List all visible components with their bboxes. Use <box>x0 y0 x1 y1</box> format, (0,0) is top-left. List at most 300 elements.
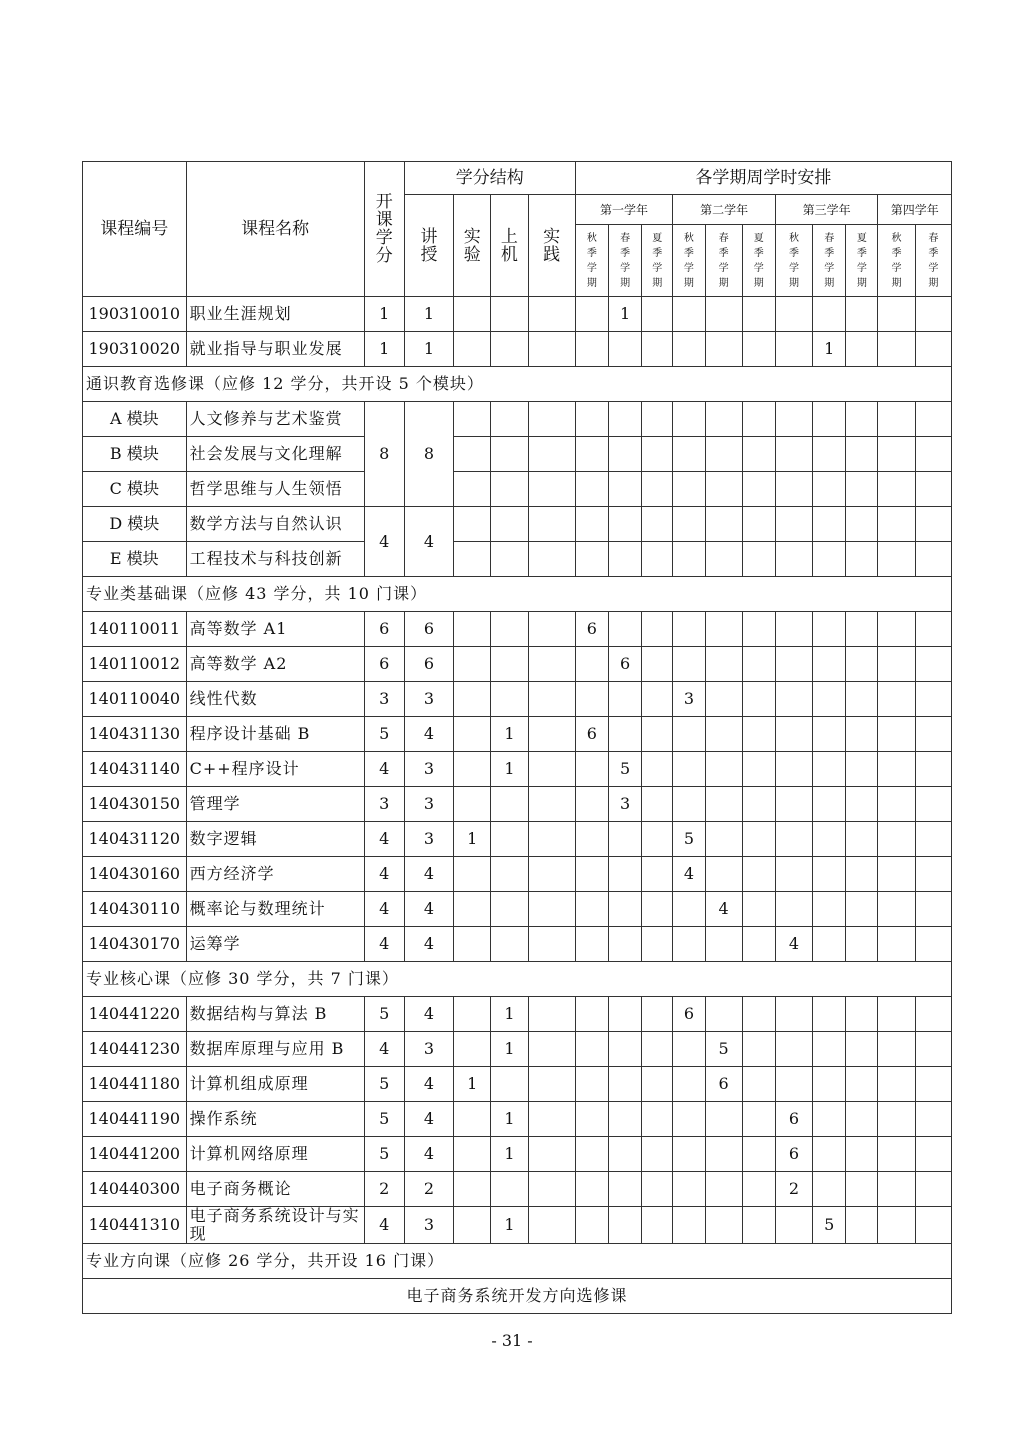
section-row <box>83 1244 952 1279</box>
semester-hours <box>878 997 915 1032</box>
semester-hours <box>575 647 608 682</box>
semester-hours <box>742 1172 775 1207</box>
header-lecture: 讲授 <box>404 195 453 297</box>
semester-hours <box>705 297 742 332</box>
semester-hours <box>915 927 951 962</box>
lecture-credits: 4 <box>404 1137 453 1172</box>
empty-cell <box>878 507 915 542</box>
semester-hours <box>575 997 608 1032</box>
lecture-credits: 1 <box>404 297 453 332</box>
semester-hours <box>642 297 673 332</box>
practice-credits <box>528 892 575 927</box>
empty-cell <box>454 542 491 577</box>
semester-hours <box>575 1207 608 1244</box>
semester-hours <box>608 1102 641 1137</box>
course-name: 电子商务系统设计与实现 <box>186 1207 364 1244</box>
semester-hours <box>846 1172 878 1207</box>
semester-hours <box>775 717 812 752</box>
semester-hours <box>705 787 742 822</box>
lecture-credits: 4 <box>404 857 453 892</box>
semester-hours <box>673 752 705 787</box>
course-code: 140440300 <box>83 1172 187 1207</box>
section-row <box>83 577 952 612</box>
table-row <box>83 542 952 577</box>
semester-hours <box>705 927 742 962</box>
header-year-4: 第四学年 <box>878 195 952 225</box>
semester-hours <box>846 647 878 682</box>
semester-hours <box>915 612 951 647</box>
empty-cell <box>705 472 742 507</box>
empty-cell <box>915 507 951 542</box>
practice-credits <box>528 997 575 1032</box>
empty-cell <box>813 402 846 437</box>
lecture-credits: 3 <box>404 787 453 822</box>
practice-credits <box>528 1172 575 1207</box>
empty-cell <box>673 542 705 577</box>
experiment-credits <box>454 857 491 892</box>
semester-hours <box>813 1137 846 1172</box>
semester-hours <box>642 612 673 647</box>
semester-hours <box>642 997 673 1032</box>
course-code: 140430110 <box>83 892 187 927</box>
practice-credits <box>528 297 575 332</box>
semester-hours <box>915 752 951 787</box>
semester-hours <box>608 612 641 647</box>
semester-hours: 6 <box>705 1067 742 1102</box>
semester-hours <box>878 682 915 717</box>
credits: 5 <box>364 1067 404 1102</box>
semester-hours <box>608 1032 641 1067</box>
computer-credits <box>491 647 528 682</box>
semester-hours <box>673 612 705 647</box>
semester-hours <box>846 997 878 1032</box>
semester-hours <box>742 332 775 367</box>
course-name: 高等数学 A2 <box>186 647 364 682</box>
header-semester: 春季学期 <box>813 225 846 297</box>
lecture-credits: 4 <box>404 892 453 927</box>
semester-hours <box>813 1102 846 1137</box>
semester-hours <box>673 1067 705 1102</box>
semester-hours <box>673 332 705 367</box>
table-row <box>83 297 952 332</box>
semester-hours: 5 <box>705 1032 742 1067</box>
course-name: 社会发展与文化理解 <box>186 437 364 472</box>
semester-hours <box>742 997 775 1032</box>
header-semester: 秋季学期 <box>775 225 812 297</box>
semester-hours <box>705 682 742 717</box>
empty-cell <box>454 507 491 542</box>
header-semester: 夏季学期 <box>846 225 878 297</box>
lecture-credits: 6 <box>404 647 453 682</box>
table-row <box>83 507 952 542</box>
semester-hours: 3 <box>673 682 705 717</box>
table-row <box>83 332 952 367</box>
empty-cell <box>491 437 528 472</box>
practice-credits <box>528 822 575 857</box>
semester-hours <box>775 822 812 857</box>
semester-hours: 6 <box>775 1102 812 1137</box>
header-semester: 夏季学期 <box>742 225 775 297</box>
table-row <box>83 1137 952 1172</box>
experiment-credits <box>454 612 491 647</box>
course-code: 140110012 <box>83 647 187 682</box>
empty-cell <box>878 472 915 507</box>
empty-cell <box>775 437 812 472</box>
empty-cell <box>846 507 878 542</box>
empty-cell <box>491 472 528 507</box>
course-name: 操作系统 <box>186 1102 364 1137</box>
semester-hours <box>813 647 846 682</box>
semester-hours <box>608 822 641 857</box>
semester-hours <box>775 752 812 787</box>
course-code: 140430170 <box>83 927 187 962</box>
semester-hours <box>608 682 641 717</box>
semester-hours <box>878 752 915 787</box>
semester-hours <box>775 647 812 682</box>
empty-cell <box>454 472 491 507</box>
semester-hours: 6 <box>575 717 608 752</box>
computer-credits <box>491 822 528 857</box>
semester-hours <box>878 1102 915 1137</box>
semester-hours: 6 <box>673 997 705 1032</box>
table-row <box>83 997 952 1032</box>
empty-cell <box>742 542 775 577</box>
semester-hours <box>878 1137 915 1172</box>
semester-hours <box>775 1032 812 1067</box>
table-row <box>83 717 952 752</box>
semester-hours <box>915 1172 951 1207</box>
credits: 4 <box>364 927 404 962</box>
semester-hours <box>642 647 673 682</box>
semester-hours: 4 <box>775 927 812 962</box>
semester-hours <box>575 1102 608 1137</box>
credits: 4 <box>364 857 404 892</box>
computer-credits: 1 <box>491 1207 528 1244</box>
semester-hours <box>673 892 705 927</box>
empty-cell <box>915 542 951 577</box>
empty-cell <box>775 542 812 577</box>
semester-hours <box>878 1067 915 1102</box>
experiment-credits <box>454 787 491 822</box>
computer-credits: 1 <box>491 717 528 752</box>
semester-hours <box>813 787 846 822</box>
header-computer: 上机 <box>491 195 528 297</box>
computer-credits <box>491 1172 528 1207</box>
experiment-credits <box>454 647 491 682</box>
credits: 6 <box>364 647 404 682</box>
semester-hours <box>742 612 775 647</box>
header-course-code: 课程编号 <box>83 162 187 297</box>
course-code: 140441180 <box>83 1067 187 1102</box>
semester-hours <box>608 332 641 367</box>
credits: 4 <box>364 892 404 927</box>
semester-hours <box>705 857 742 892</box>
lecture-credits: 3 <box>404 822 453 857</box>
table-row <box>83 402 952 437</box>
table-row <box>83 1032 952 1067</box>
practice-credits <box>528 1207 575 1244</box>
experiment-credits <box>454 927 491 962</box>
lecture-credits: 4 <box>404 927 453 962</box>
practice-credits <box>528 647 575 682</box>
course-name: C++程序设计 <box>186 752 364 787</box>
semester-hours <box>846 752 878 787</box>
semester-hours <box>813 297 846 332</box>
computer-credits <box>491 892 528 927</box>
header-year-3: 第三学年 <box>775 195 878 225</box>
semester-hours <box>742 857 775 892</box>
semester-hours <box>742 1137 775 1172</box>
course-code: 140431120 <box>83 822 187 857</box>
empty-cell <box>742 507 775 542</box>
semester-hours <box>608 857 641 892</box>
practice-credits <box>528 787 575 822</box>
semester-hours <box>705 717 742 752</box>
semester-hours <box>705 1172 742 1207</box>
semester-hours <box>915 1137 951 1172</box>
lecture-credits: 3 <box>404 1207 453 1244</box>
semester-hours <box>705 822 742 857</box>
semester-hours <box>742 927 775 962</box>
semester-hours <box>813 822 846 857</box>
semester-hours <box>742 717 775 752</box>
empty-cell <box>575 542 608 577</box>
experiment-credits <box>454 297 491 332</box>
semester-hours <box>575 332 608 367</box>
semester-hours <box>878 332 915 367</box>
semester-hours <box>608 1172 641 1207</box>
semester-hours <box>742 682 775 717</box>
section-heading: 专业核心课（应修 30 学分，共 7 门课） <box>83 962 952 997</box>
computer-credits <box>491 857 528 892</box>
semester-hours <box>775 787 812 822</box>
course-code: A 模块 <box>83 402 187 437</box>
empty-cell <box>775 472 812 507</box>
course-code: 140441200 <box>83 1137 187 1172</box>
semester-hours: 6 <box>775 1137 812 1172</box>
semester-hours <box>846 612 878 647</box>
semester-hours <box>608 1067 641 1102</box>
semester-hours <box>705 332 742 367</box>
credits: 1 <box>364 332 404 367</box>
header-semester: 秋季学期 <box>878 225 915 297</box>
course-name: 哲学思维与人生领悟 <box>186 472 364 507</box>
experiment-credits <box>454 1207 491 1244</box>
semester-hours: 1 <box>813 332 846 367</box>
credits: 2 <box>364 1172 404 1207</box>
credits: 3 <box>364 787 404 822</box>
course-name: 运筹学 <box>186 927 364 962</box>
empty-cell <box>742 437 775 472</box>
empty-cell <box>608 507 641 542</box>
course-code: 140441220 <box>83 997 187 1032</box>
section-row <box>83 962 952 997</box>
semester-hours <box>775 682 812 717</box>
header-experiment: 实验 <box>454 195 491 297</box>
course-code: 140110011 <box>83 612 187 647</box>
credits: 4 <box>364 1207 404 1244</box>
semester-hours <box>742 787 775 822</box>
course-name: 概率论与数理统计 <box>186 892 364 927</box>
experiment-credits <box>454 1102 491 1137</box>
table-row <box>83 647 952 682</box>
semester-hours <box>846 332 878 367</box>
practice-credits <box>528 1102 575 1137</box>
semester-hours <box>705 1102 742 1137</box>
semester-hours <box>705 647 742 682</box>
empty-cell <box>813 542 846 577</box>
section-heading: 通识教育选修课（应修 12 学分，共开设 5 个模块） <box>83 367 952 402</box>
header-year-1: 第一学年 <box>575 195 673 225</box>
semester-hours <box>673 1102 705 1137</box>
semester-hours <box>915 997 951 1032</box>
table-row <box>83 612 952 647</box>
course-name: 人文修养与艺术鉴赏 <box>186 402 364 437</box>
course-code: 140430150 <box>83 787 187 822</box>
semester-hours <box>846 717 878 752</box>
empty-cell <box>673 402 705 437</box>
semester-hours <box>846 857 878 892</box>
empty-cell <box>915 472 951 507</box>
header-course-name: 课程名称 <box>186 162 364 297</box>
table-row <box>83 472 952 507</box>
semester-hours <box>915 787 951 822</box>
semester-hours <box>642 857 673 892</box>
semester-hours <box>878 717 915 752</box>
experiment-credits <box>454 892 491 927</box>
semester-hours <box>813 857 846 892</box>
course-code: 140431130 <box>83 717 187 752</box>
computer-credits <box>491 297 528 332</box>
course-name: 职业生涯规划 <box>186 297 364 332</box>
semester-hours <box>575 1172 608 1207</box>
computer-credits: 1 <box>491 1032 528 1067</box>
semester-hours <box>813 892 846 927</box>
semester-hours <box>608 1207 641 1244</box>
semester-hours <box>642 787 673 822</box>
header-semester: 春季学期 <box>915 225 951 297</box>
empty-cell <box>528 437 575 472</box>
semester-hours <box>673 1172 705 1207</box>
semester-hours <box>813 1032 846 1067</box>
empty-cell <box>705 437 742 472</box>
header-semester: 秋季学期 <box>673 225 705 297</box>
course-name: 线性代数 <box>186 682 364 717</box>
computer-credits <box>491 927 528 962</box>
course-name: 数据库原理与应用 B <box>186 1032 364 1067</box>
header-practice: 实践 <box>528 195 575 297</box>
empty-cell <box>575 402 608 437</box>
module-credits: 4 <box>364 507 404 577</box>
empty-cell <box>742 472 775 507</box>
semester-hours <box>575 857 608 892</box>
table-row <box>83 1207 952 1244</box>
lecture-credits: 3 <box>404 1032 453 1067</box>
empty-cell <box>491 507 528 542</box>
semester-hours <box>575 787 608 822</box>
semester-hours <box>846 927 878 962</box>
course-code: 140441230 <box>83 1032 187 1067</box>
semester-hours: 6 <box>575 612 608 647</box>
semester-hours <box>642 717 673 752</box>
empty-cell <box>454 402 491 437</box>
semester-hours <box>608 1137 641 1172</box>
empty-cell <box>642 542 673 577</box>
semester-hours <box>915 822 951 857</box>
semester-hours <box>846 892 878 927</box>
table-row <box>83 437 952 472</box>
empty-cell <box>705 542 742 577</box>
semester-hours <box>575 892 608 927</box>
semester-hours <box>915 1207 951 1244</box>
lecture-credits: 4 <box>404 1102 453 1137</box>
credits: 6 <box>364 612 404 647</box>
semester-hours <box>673 787 705 822</box>
table-row <box>83 1102 952 1137</box>
lecture-credits: 1 <box>404 332 453 367</box>
semester-hours <box>878 1172 915 1207</box>
semester-hours <box>575 1137 608 1172</box>
semester-hours <box>915 682 951 717</box>
table-row <box>83 682 952 717</box>
computer-credits <box>491 612 528 647</box>
table-row <box>83 1172 952 1207</box>
header-semester: 春季学期 <box>608 225 641 297</box>
practice-credits <box>528 752 575 787</box>
empty-cell <box>705 507 742 542</box>
semester-hours <box>846 787 878 822</box>
practice-credits <box>528 612 575 647</box>
empty-cell <box>575 472 608 507</box>
empty-cell <box>528 472 575 507</box>
credits: 3 <box>364 682 404 717</box>
course-code: D 模块 <box>83 507 187 542</box>
experiment-credits: 1 <box>454 822 491 857</box>
section-heading: 专业类基础课（应修 43 学分，共 10 门课） <box>83 577 952 612</box>
lecture-credits: 3 <box>404 682 453 717</box>
course-code: 190310020 <box>83 332 187 367</box>
experiment-credits <box>454 332 491 367</box>
semester-hours <box>846 1137 878 1172</box>
semester-hours <box>742 1102 775 1137</box>
semester-hours <box>642 1067 673 1102</box>
semester-hours <box>705 997 742 1032</box>
semester-hours <box>705 752 742 787</box>
course-name: 数字逻辑 <box>186 822 364 857</box>
credits: 5 <box>364 717 404 752</box>
semester-hours <box>813 997 846 1032</box>
empty-cell <box>608 472 641 507</box>
header-semester: 春季学期 <box>705 225 742 297</box>
semester-hours <box>705 1207 742 1244</box>
table-row <box>83 787 952 822</box>
semester-hours <box>673 647 705 682</box>
semester-hours <box>846 1102 878 1137</box>
semester-hours <box>775 612 812 647</box>
course-code: 140441310 <box>83 1207 187 1244</box>
semester-hours <box>642 682 673 717</box>
semester-hours: 4 <box>705 892 742 927</box>
empty-cell <box>608 402 641 437</box>
practice-credits <box>528 682 575 717</box>
empty-cell <box>813 507 846 542</box>
semester-hours <box>642 1102 673 1137</box>
table-row <box>83 892 952 927</box>
semester-hours <box>775 892 812 927</box>
computer-credits: 1 <box>491 1137 528 1172</box>
empty-cell <box>642 437 673 472</box>
semester-hours <box>775 332 812 367</box>
